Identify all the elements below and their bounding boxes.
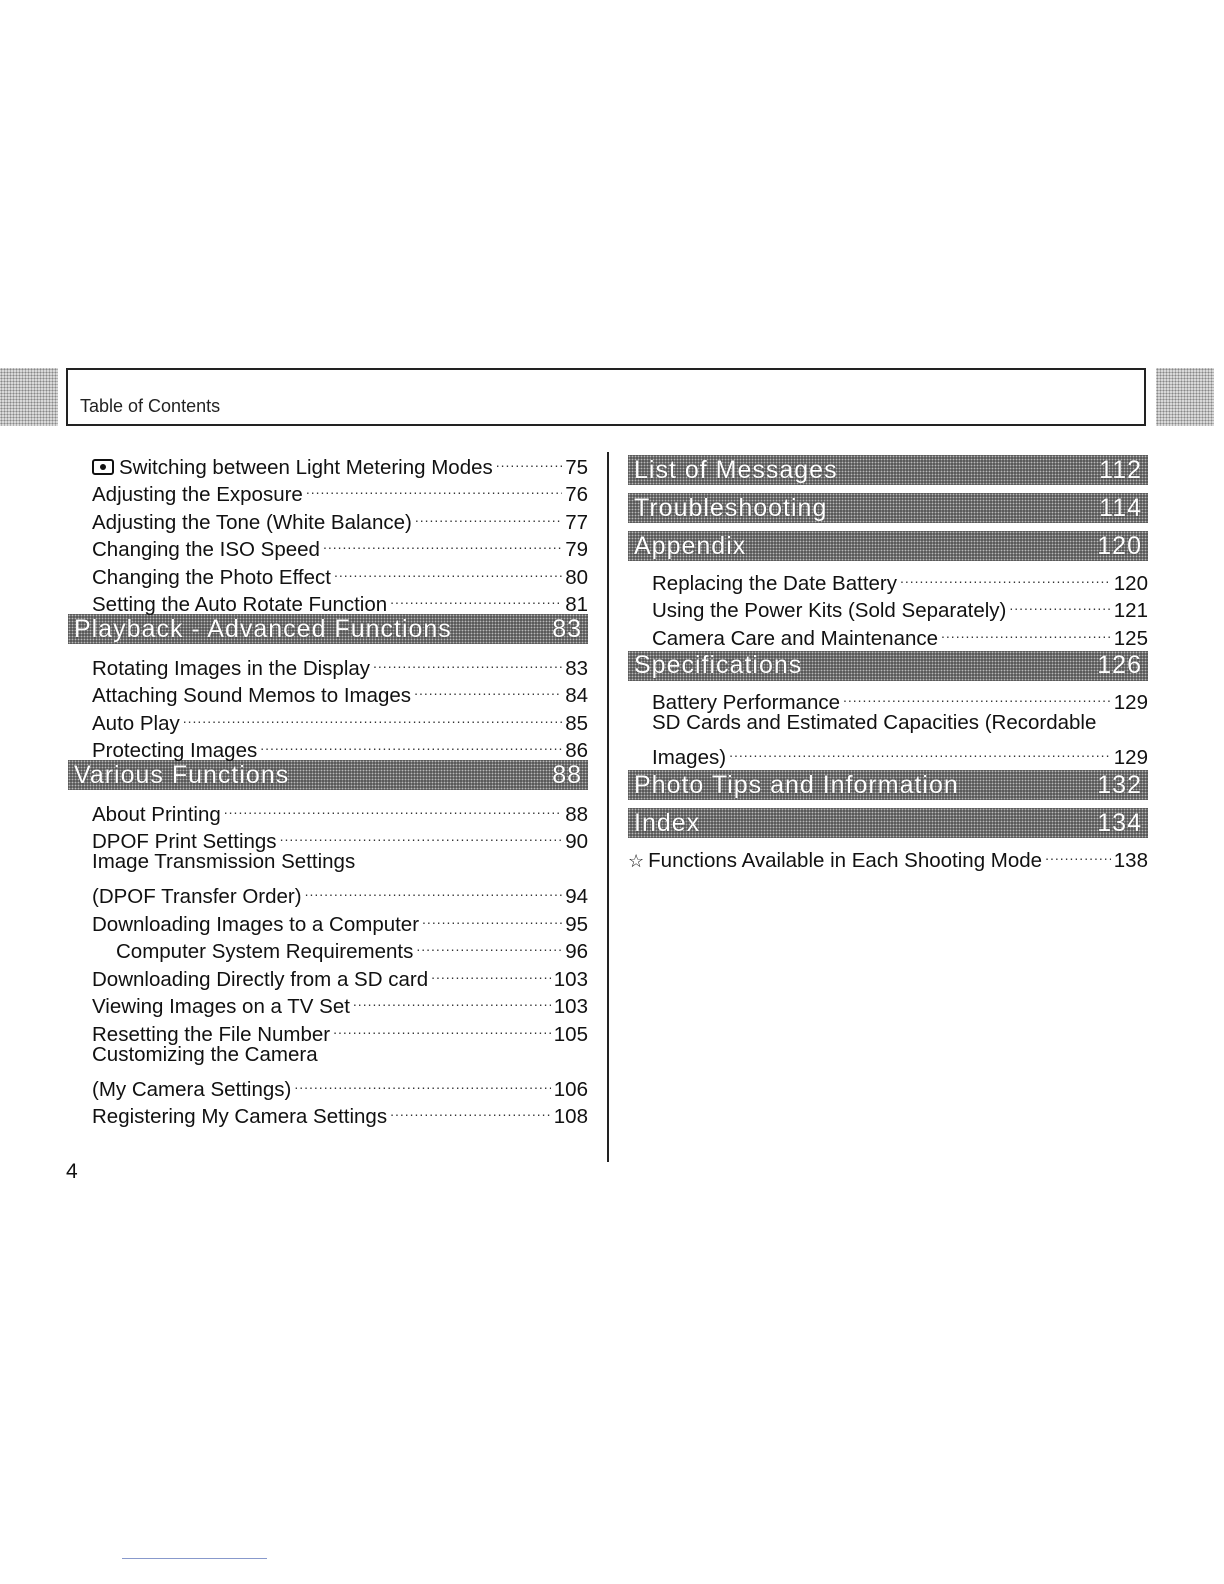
toc-entry[interactable]: Registering My Camera Settings ..... 108 [68, 1096, 588, 1124]
toc-entry[interactable]: Rotating Images in the Display ..... 83 [68, 647, 588, 675]
toc-entry[interactable]: Switching between Light Metering Modes ..... 75 [68, 446, 588, 474]
footnote-rule [122, 1558, 267, 1559]
section-heading-various[interactable]: Various Functions 88 [68, 760, 588, 790]
page-title: Table of Contents [80, 396, 221, 416]
toc-entry[interactable]: Adjusting the Tone (White Balance) ..... 77 [68, 501, 588, 529]
toc-entry[interactable]: Changing the ISO Speed ..... 79 [68, 529, 588, 557]
toc-entry-continued: Image Transmission Settings [92, 850, 356, 873]
page-number: 4 [66, 1160, 78, 1183]
section-heading-troubleshooting[interactable]: Troubleshooting 114 [628, 493, 1148, 523]
toc-entry[interactable]: Protecting Images ..... 86 [68, 730, 588, 758]
column-divider [607, 452, 609, 1162]
toc-entry[interactable]: Changing the Photo Effect ..... 80 [68, 556, 588, 584]
toc-left-column [68, 446, 588, 1128]
toc-entry[interactable]: Auto Play ..... 85 [68, 702, 588, 730]
toc-entry[interactable]: Resetting the File Number ..... 105 [68, 1013, 588, 1041]
toc-entry[interactable]: (My Camera Settings) ..... 106 [68, 1068, 588, 1096]
section-heading-specifications[interactable]: Specifications 126 [628, 651, 1148, 681]
toc-entry[interactable]: Replacing the Date Battery ..... 120 [628, 562, 1148, 590]
side-tab-left [0, 368, 58, 426]
metering-icon [92, 459, 114, 475]
toc-entry-continued: Customizing the Camera [92, 1042, 318, 1066]
toc-entry[interactable]: (DPOF Transfer Order) ..... 94 [68, 876, 588, 904]
toc-subentry[interactable]: Computer System Requirements ..... 96 [68, 931, 588, 959]
toc-entry[interactable]: Images) ..... 129 [628, 737, 1148, 765]
toc-entry[interactable]: Battery Performance ..... 129 [628, 682, 1148, 710]
header-box [66, 368, 1146, 426]
toc-entry[interactable]: About Printing ..... 88 [68, 793, 588, 821]
toc-entry[interactable]: DPOF Print Settings ..... 90 [68, 821, 588, 849]
toc-entry[interactable]: Setting the Auto Rotate Function ..... 81 [68, 584, 588, 612]
toc-entry[interactable]: Downloading Directly from a SD card ..... 103 [68, 958, 588, 986]
section-heading-playback[interactable]: Playback - Advanced Functions 83 [68, 614, 588, 644]
section-heading-messages[interactable]: List of Messages 112 [628, 455, 1148, 485]
section-heading-photo-tips[interactable]: Photo Tips and Information 132 [628, 770, 1148, 800]
toc-entry[interactable]: Using the Power Kits (Sold Separately) ..... 121 [628, 590, 1148, 618]
toc-entry[interactable]: ☆ Functions Available in Each Shooting Mode ..... 138 [628, 839, 1148, 867]
toc-entry[interactable]: Viewing Images on a TV Set ..... 103 [68, 986, 588, 1014]
toc-entry[interactable]: Camera Care and Maintenance ..... 125 [628, 617, 1148, 645]
star-icon: ☆ [628, 850, 645, 871]
toc-entry[interactable]: Attaching Sound Memos to Images ..... 84 [68, 675, 588, 703]
toc-entry-continued: SD Cards and Estimated Capacities (Recordable [652, 711, 1097, 734]
toc-right-column [628, 452, 1148, 872]
toc-entry[interactable]: Adjusting the Exposure ..... 76 [68, 474, 588, 502]
section-heading-appendix[interactable]: Appendix 120 [628, 531, 1148, 561]
section-heading-index[interactable]: Index 134 [628, 808, 1148, 838]
toc-entry[interactable]: Downloading Images to a Computer ..... 95 [68, 903, 588, 931]
side-tab-right [1156, 368, 1214, 426]
